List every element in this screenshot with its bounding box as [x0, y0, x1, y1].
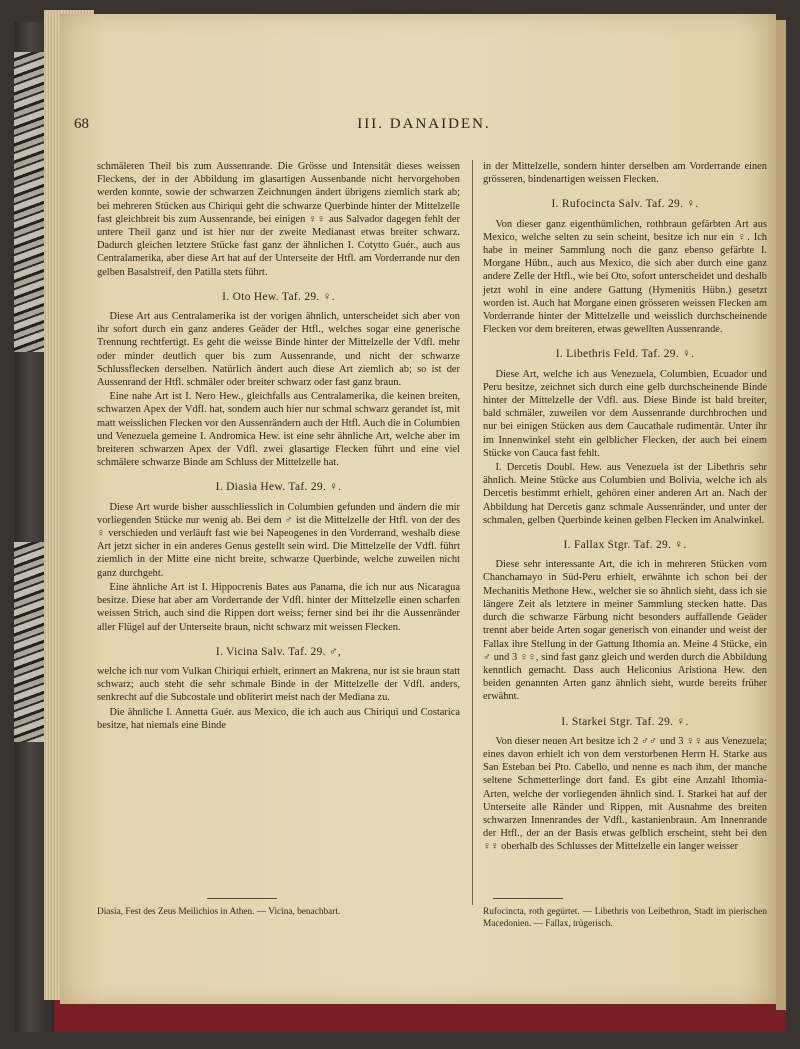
paragraph: Diese Art wurde bisher ausschliesslich in Columbien gefunden und ändern die mir vorliegenden Stücke nur wenig ab. Bei dem ♂ ist die Mittelzelle der Htfl. von der des ♀ verschieden und verläuft fast wie bei Napeogenes in den Vorderrand, weshalb diese Art jetzt sicher in ein anderes Genus gestellt sein wird. Die Mittelzelle der Vdfl. führt ziemlich in der Mitte eine nicht breite, schwarze Querbinde, welche zuweilen nicht ganz durchgeht.	[97, 501, 460, 579]
paragraph: Von dieser ganz eigenthümlichen, rothbraun gefärbten Art aus Mexico, welche selten zu sein scheint, besitze ich nur ein ♀. Ich habe in meiner Sammlung noch die ganz ebenso gefärbte I. Morgane Hübn., auch aus Mexico, die sich aber durch eine ganz andere Zelle der Htfl., wie bei Oto, sofort unterscheidet und deshalb jetzt wohl in eine andere Gattung (Hymenitis Hübn.) gesetzt worden ist. Auch hat Morgane einen grösseren weissen Flecken am Vorderrande hinter der Mittelzelle und weisslich durchscheinende Flecken vor dem breiteren, etwas gewellten Aussenrande.	[483, 218, 767, 336]
paragraph: Die ähnliche I. Annetta Guér. aus Mexico, die ich auch aus Chiriqui und Costarica besitze, hat niemals eine Binde	[97, 706, 460, 731]
right-page-edge	[776, 20, 786, 1010]
paragraph: Diese Art aus Centralamerika ist der vorigen ähnlich, unterscheidet sich aber von ihr sofort durch ein ganz anderes Geäder der Htfl., welches sogar eine generische Trennung rechtfertigt. Es geht die weisse Binde hinter der Mittelzelle der Vdfl. mehr oder minder deutlich quer bis zum Aussenrande, und nicht der schwarze Schlussflecken derselben. Natürlich ändert auch diese Art ziemlich ab; so ist der Aussenrand der Htfl. schmäler oder breiter schwarz oder fast ganz braun.	[97, 311, 460, 389]
paragraph: Diese Art, welche ich aus Venezuela, Columbien, Ecuador und Peru besitze, zeichnet sich durch eine gelb durchscheinende Binde hinter der Mittelzelle der Vdfl. aus. Diese Binde ist bald breiter, bald schmäler, zuweilen vor dem Aussenrande durchbrochen und nur bei einigen Stücken aus dem Caucathale rudimentär. Unter ihr im Innenwinkel steht ein gelblicher Flecken, der auch bei einem Stücke von Cauca fast fehlt.	[483, 368, 767, 459]
running-title: III. DANAIDEN.	[357, 116, 491, 132]
footnote-right: Rufocincta, roth gegürtet. — Libethris von Leibethron, Stadt im pierischen Macedonien. — Fallax, trügerisch.	[483, 907, 767, 929]
species-heading-vicina: I. Vicina Salv. Taf. 29. ♂,	[215, 645, 342, 658]
paragraph: Eine ähnliche Art ist I. Hippocrenis Bates aus Panama, die ich nur aus Nicaragua besitze. Diese hat aber am Vorderrande der Vdfl. hinter der Mittelzelle einen scharfen weissen Strich, auch sind die Rippen dort weiss; ferner sind bei ihr die Aussenränder aller Flügel auf der Unterseite braun, nicht schwarz mit weissen Flecken.	[97, 581, 460, 633]
page-number: 68	[74, 116, 89, 132]
left-column	[97, 160, 460, 733]
species-heading-oto: I. Oto Hew. Taf. 29. ♀.	[222, 290, 335, 303]
paragraph: in der Mittelzelle, sondern hinter derselben am Vorderrande einen grösseren, bindenartigen weissen Flecken.	[483, 161, 767, 186]
right-column	[483, 160, 767, 855]
column-divider	[472, 160, 473, 905]
species-heading-starkei: I. Starkei Stgr. Taf. 29. ♀.	[561, 715, 689, 728]
page-header	[74, 116, 774, 138]
footnote-left: Diasia, Fest des Zeus Meilichios in Athen. — Vicina, benachbart.	[97, 907, 341, 917]
paragraph: schmäleren Theil bis zum Aussenrande. Die Grösse und Intensität dieses weissen Fleckens, der in der Abbildung im glasartigen Aussenbande nicht hervorgehoben werden konnte, sowie der schwarzen Zeichnungen ändert übrigens ziemlich stark ab; bei mehreren Stücken aus Chiriqui geht die schwarze Querbinde hinter der Mittelzelle fast gleichbreit bis zum Aussenrande, bei einigen ♀♀ aus Salvador dagegen fehlt der untere Theil ganz und ist hier nur der zweite Medianast etwas breiter schwarz. Dadurch gleichen letztere Stücke fast ganz der ähnlichen I. Cotytto Guér., auch aus Centralamerika, aber diese Art hat auf der Unterseite der Htfl. am Vorderrande nur den gelben Basalstreif, den Patilla stets führt.	[97, 161, 460, 278]
paragraph: Von dieser neuen Art besitze ich 2 ♂♂ und 3 ♀♀ aus Venezuela; eines davon erhielt ich von dem verstorbenen Herrn H. Starke aus San Esteban bei Pto. Cabello, und nenne es nach ihm, der manche seltene Schmetterlinge dort fand. Es gibt eine Anzahl Ithomia-Arten, welche der vorliegenden ähnlich sind. I. Starkei hat auf der Unterseite alle Ränder und Rippen, mit Ausnahme des breiten schwarzen Innenrandes der Vdfl., kastanienbraun. Am Innenrande der Htfl., der an der Basis etwas gelblich erscheint, steht bei den ♀♀ oberhalb des Schlusses der Mittelzelle ein langer weisser	[483, 735, 767, 853]
paragraph: Eine nahe Art ist I. Nero Hew., gleichfalls aus Centralamerika, die keinen breiten, schwarzen Apex der Vdfl. hat, sondern auch hier nur schmal schwarz gerandet ist, mit matt weisslichen Flecken vor den Aussenrändern auch der Htfl. Auch die in Columbien und Venezuela gemeine I. Andromica Hew. ist eine sehr ähnliche Art, welche aber im breiteren schwarzen Apex der Vdfl. zwei glasartige Flecken führt und eine viel schmälere schwarze Binde am Schluss der Mittelzelle hat.	[97, 391, 460, 469]
species-heading-diasia: I. Diasia Hew. Taf. 29. ♀.	[215, 481, 342, 494]
paragraph: welche ich nur vom Vulkan Chiriqui erhielt, erinnert an Makrena, nur ist sie braun statt schwarz; auch steht die sehr schmale Binde in der Mittelzelle der Vdfl. anders, senkrecht auf die Subcostale und obliterirt meist nach der Mediana zu.	[97, 665, 460, 704]
paragraph: Diese sehr interessante Art, die ich in mehreren Stücken vom Chanchamayo in Süd-Peru erhielt, erwähnte ich schon bei der Mechanitis Methone Hew., welcher sie so ähnlich sieht, dass ich sie längere Zeit als letztere in meiner Sammlung stecken hatte. Das durch die schwarze Färbung nicht besonders auffallende Geäder trennt aber beide Arten sogar generisch von einander und weist der Fallax ihre Stellung in der Gattung Ithomia an. Meine 4 Stücke, ein ♂ und 3 ♀♀, sind fast ganz gleich und werden durch die Abbildung kenntlich gemacht. Dass auch Heliconius Aristiona Hew. den beiden genannten Arten ganz ähnlich sieht, wurde bereits früher erwähnt.	[483, 559, 767, 703]
footnote-rule-right	[493, 898, 563, 899]
footnote-rule-left	[207, 898, 277, 899]
species-heading-libethris: I. Libethris Feld. Taf. 29. ♀.	[555, 348, 695, 361]
species-heading-rufocincta: I. Rufocincta Salv. Taf. 29. ♀.	[551, 198, 699, 211]
paragraph: I. Dercetis Doubl. Hew. aus Venezuela ist der Libethris sehr ähnlich. Meine Stücke aus Columbien und Bolivia, welche ich als Dercetis bestimmt erhielt, gehören einer anderen Art an. Nach der Abbildung hat Dercetis ganz schmale Aussenränder, und unter der schmalen, gelben Querbinde keinen gelben Flecken im Analwinkel.	[483, 462, 767, 526]
species-heading-fallax: I. Fallax Stgr. Taf. 29. ♀.	[563, 539, 687, 552]
